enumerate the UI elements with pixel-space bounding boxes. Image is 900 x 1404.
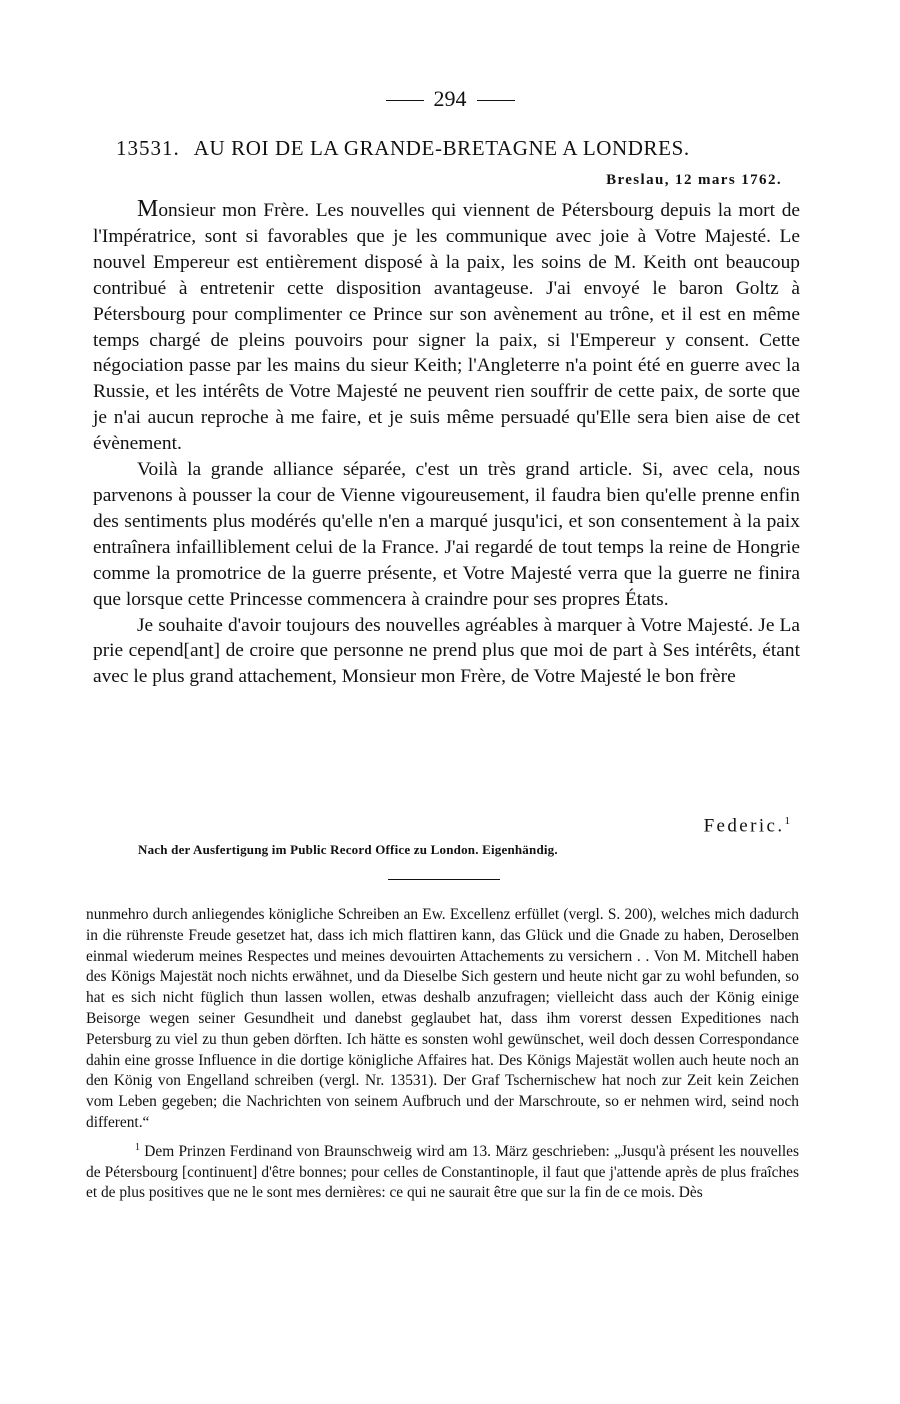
signature-name: Federic. [703, 815, 785, 837]
footnote-marker: 1 [135, 1141, 140, 1153]
section-divider [388, 879, 500, 880]
page-number-line [0, 86, 900, 112]
letter-paragraph-2: Voilà la grande alliance séparée, c'est un très grand article. Si, avec cela, nous parvenons à pousser la cour de Vienne vigoureusement, il faudra bien qu'elle prenne enfin des sentiments plus modérés qu'elle n'en a marqué jusqu'ici, et son consentement à la paix entraînera infailliblement celui de la France. J'ai regardé de tout temps la reine de Hongrie comme la promotrice de la guerre présente, et Votre Majesté verra que la guerre ne finira que lorsque cette Princesse commencera à craindre pour ses propres États. [93, 459, 800, 610]
letter-paragraph-3: Je souhaite d'avoir toujours des nouvelles agréables à marquer à Votre Majesté. Je La prie cepend[ant] de croire que personne ne prend plus que moi de part à Ses intérêts, étant avec le plus grand attachement, Monsieur mon Frère, de Votre Majesté le bon frère [93, 614, 800, 688]
dateline: Breslau, 12 mars 1762. [606, 172, 782, 188]
letter-number: 13531. [116, 136, 180, 160]
page-number: 294 [433, 86, 467, 111]
footnote-1-text: Dem Prinzen Ferdinand von Braunschweig wird am 13. März geschrieben: „Jusqu'à présent les nouvelles de Pétersbourg [continuent] d'être bonnes; pour celles de Constantinople, il faut que j'attende après de plus fraîches et de plus positives que ne le sont mes dernières: ce qui ne saurait être que sur la fin de ce mois. Dès [86, 1142, 799, 1202]
letter-paragraph-1-text: onsieur mon Frère. Les nouvelles qui viennent de Pétersbourg depuis la mort de l'Impératrice, sont si favorables que je les communique avec joie à Votre Majesté. Le nouvel Empereur est entièrement disposé à la paix, les soins de M. Keith ont beaucoup contribué à entretenir cette disposition avantageuse. J'ai envoyé le baron Goltz à Pétersbourg pour complimenter ce Prince sur son avènement au trône, et il est en même temps chargé de pleins pouvoirs pour signer la paix, si l'Empereur y consent. Cette négociation passe par les mains du sieur Keith; l'Angleterre n'a point été en guerre avec la Russie, et les intérêts de Votre Majesté ne peuvent rien souffrir de cette paix, de sorte que je n'ai aucun reproche à me faire, et je suis même persuadé qu'Elle sera bien aise de cet évènement. [93, 200, 800, 455]
letter-body [93, 197, 800, 690]
notes-section [86, 905, 799, 1204]
signature-footnote-marker: 1 [784, 815, 790, 827]
signature [704, 815, 790, 837]
source-note: Nach der Ausfertigung im Public Record Office zu London. Eigenhändig. [138, 842, 558, 857]
letter-title: AU ROI DE LA GRANDE-BRETAGNE A LONDRES. [193, 136, 690, 160]
page-number-dash-right [477, 100, 515, 101]
letter-paragraph-1 [93, 197, 800, 457]
salutation-initial: M [137, 196, 159, 222]
note-continuation: nunmehro durch anliegendes königliche Schreiben an Ew. Excellenz erfüllet (vergl. S. 200), welches mich dadurch in die rührenste Freude gesetzet hat, dass ich mich flattiren kann, das Glück und die Gnade zu haben, Deroselben einmal wiederum meines Respectes und meines devouirten Attachements zu versichern . . Von M. Mitchell haben des Königs Majestät noch nichts erwähnet, und da Dieselbe Sich gestern und heute nicht gar zu wohl befunden, so hat es sich nicht füglich thun lassen wollen, etwas deshalb anzufragen; vielleicht dass auch der König einige Beisorge wegen seiner Gesundheit und danebst geglaubet hat, dass ihm vorerst dessen Expeditiones nach Petersburg zu viel zu thun geben dörften. Ich hätte es sonsten wohl gewünschet, weil doch dessen Correspondance dahin eine grosse Influence in die dortige königliche Affaires hat. Des Königs Majestät wollen auch heute noch an den König von Engelland schreiben (vergl. Nr. 13531). Der Graf Tschernischew hat noch zur Zeit kein Zeichen vom Leben gegeben; die Nachrichten von seinem Aufbruch und der Marschroute, so er nehmen wird, seind noch different.“ [86, 906, 799, 1131]
letter-heading [116, 136, 796, 161]
page-number-dash-left [386, 100, 424, 101]
footnote-1 [86, 1138, 799, 1205]
